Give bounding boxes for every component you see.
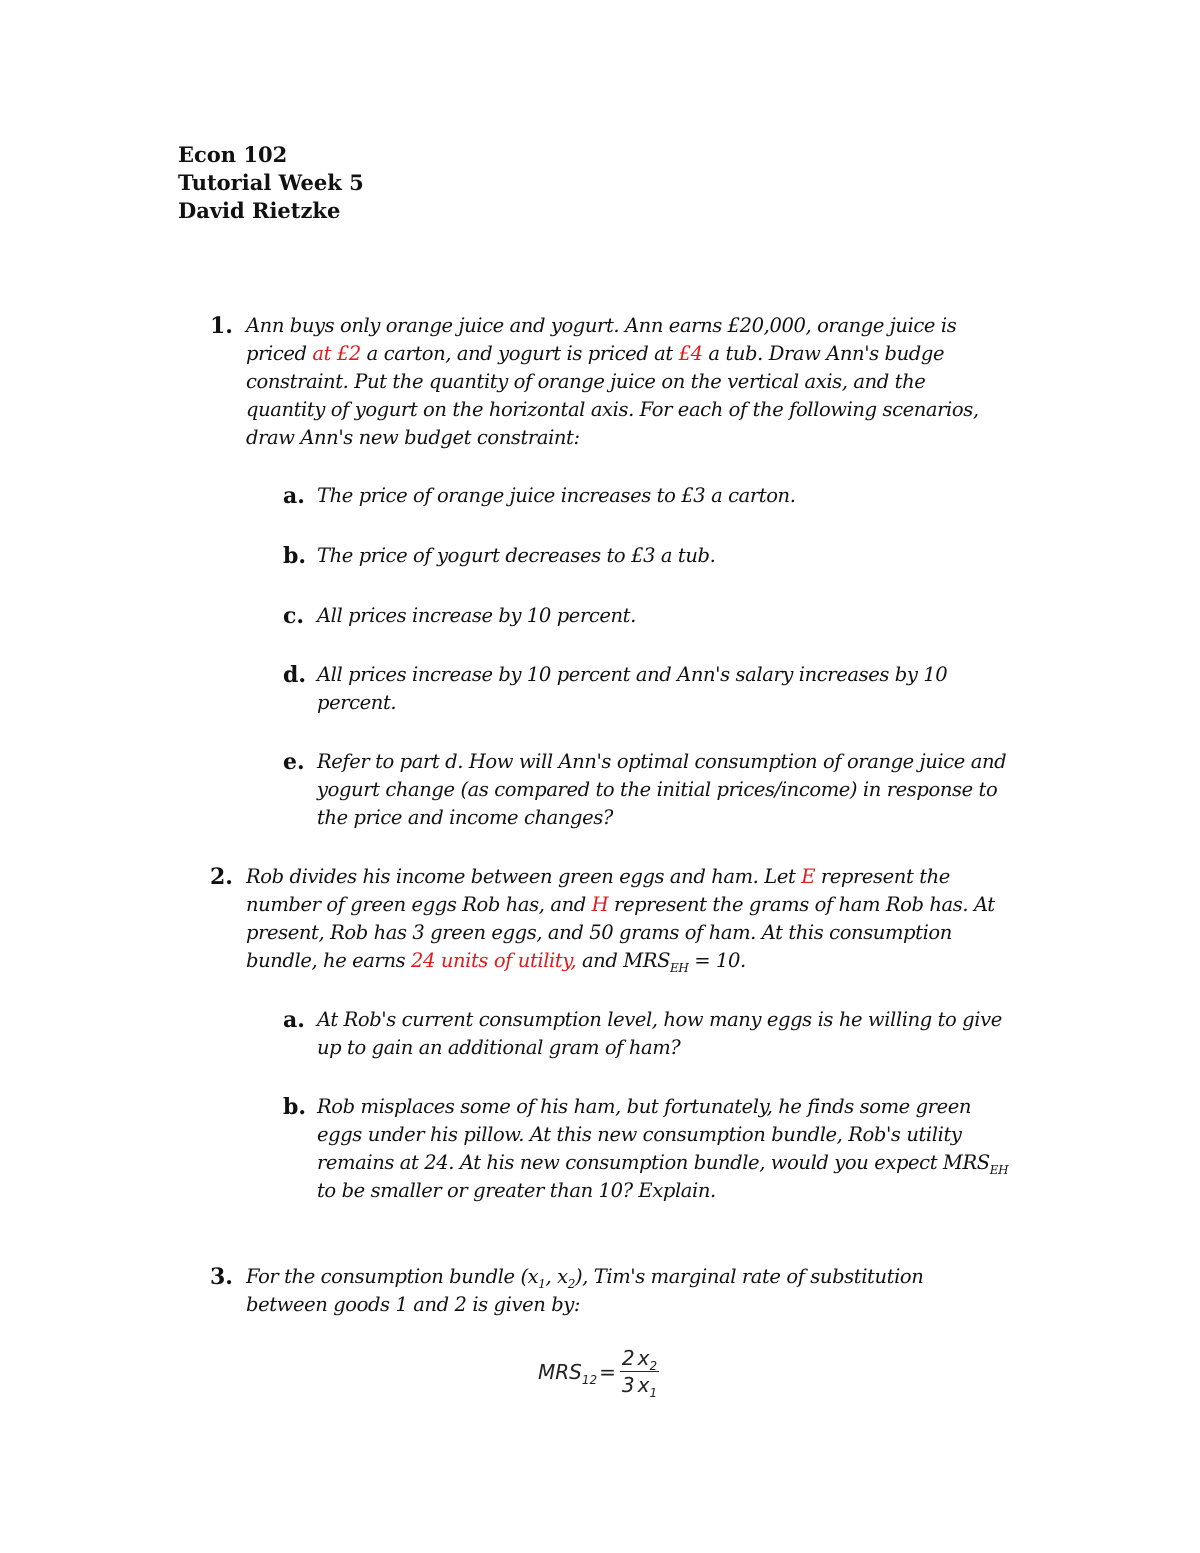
- part-text: The price of orange juice increases to £3 a carton.: [317, 484, 796, 507]
- question-number: 3.: [210, 1264, 233, 1290]
- text-line: bundle, he earns 24 units of utility, and $MRS_{EH} = 10$.: [246, 949, 746, 975]
- part-label: a.: [283, 483, 305, 509]
- document-header: [178, 141, 364, 225]
- text-line: constraint. Put the quantity of orange juice on the vertical axis, and the: [246, 370, 926, 393]
- part-text: All prices increase by 10 percent.: [317, 604, 636, 627]
- author-name: David Rietzke: [178, 198, 341, 223]
- highlight-variable-h: H: [591, 893, 609, 916]
- highlight-utility: 24 units of utility,: [411, 949, 577, 972]
- part-label: e.: [283, 749, 305, 775]
- text-line: Ann buys only orange juice and yogurt. Ann earns £20,000, orange juice is: [246, 314, 957, 337]
- part-text: At Rob's current consumption level, how many eggs is he willing to give up to gain an additional gram of ham?: [317, 1008, 1002, 1059]
- question-3: [210, 1263, 1030, 1319]
- text-line: present, Rob has 3 green eggs, and 50 grams of ham. At this consumption: [246, 921, 952, 944]
- question-1-part-a: [283, 482, 1043, 510]
- course-title: Econ 102: [178, 142, 288, 167]
- text-line: priced at £2 a carton, and yogurt is priced at £4 a tub. Draw Ann's budge: [246, 342, 945, 365]
- part-text: Refer to part d. How will Ann's optimal consumption of orange juice and yogurt change (as compared to the initial prices/income) in response to the price and income changes?: [317, 750, 1007, 829]
- question-number: 2.: [210, 864, 233, 890]
- part-text: The price of yogurt decreases to £3 a tub.: [317, 544, 716, 567]
- text-line: number of green eggs Rob has, and H represent the grams of ham Rob has. At: [246, 893, 995, 916]
- part-label: b.: [283, 1094, 307, 1120]
- highlight-variable-e: E: [801, 865, 816, 888]
- text-line: Rob divides his income between green eggs and ham. Let E represent the: [246, 865, 950, 888]
- question-1-part-b: [283, 542, 1043, 570]
- question-1-part-c: [283, 602, 1043, 630]
- formula-equals: =: [599, 1359, 616, 1384]
- text-line: For the consumption bundle ($x_1$, $x_2$), Tim's marginal rate of substitution: [246, 1265, 924, 1291]
- question-1-part-d: [283, 661, 1043, 717]
- part-text: All prices increase by 10 percent and Ann's salary increases by 10 percent.: [317, 663, 948, 714]
- tutorial-title: Tutorial Week 5: [178, 170, 364, 195]
- part-label: c.: [283, 603, 305, 629]
- question-1-part-e: [283, 748, 1043, 832]
- text-line: draw Ann's new budget constraint:: [246, 426, 580, 449]
- formula-lhs: $MRS_{12}$: [538, 1359, 598, 1387]
- formula-denominator: 3 $x_1$: [621, 1373, 658, 1400]
- text-line: between goods 1 and 2 is given by:: [246, 1293, 581, 1316]
- part-text: Rob misplaces some of his ham, but fortunately, he finds some green eggs under his pillow. At this new consumption bundle, Rob's utility remains at 24. At his new consumption bundle, would you expect $MRS_{EH}$ to be smaller or greater than 10? Explain.: [317, 1095, 1009, 1202]
- question-text: [246, 863, 1030, 975]
- question-2: [210, 863, 1030, 975]
- question-1: [210, 312, 1030, 452]
- part-label: a.: [283, 1007, 305, 1033]
- highlight-price-yogurt: £4: [678, 342, 703, 365]
- question-2-part-a: [283, 1006, 1043, 1062]
- mrs-formula: [538, 1345, 659, 1398]
- part-label: b.: [283, 543, 307, 569]
- question-text: [246, 1263, 1030, 1319]
- part-label: d.: [283, 662, 307, 688]
- text-line: quantity of yogurt on the horizontal axis. For each of the following scenarios,: [246, 398, 979, 421]
- question-2-part-b: [283, 1093, 1043, 1205]
- question-text: [246, 312, 1030, 452]
- highlight-price-oj: at £2: [312, 342, 361, 365]
- question-number: 1.: [210, 313, 233, 339]
- formula-fraction: [620, 1345, 659, 1398]
- formula-numerator: 2 $x_2$: [621, 1346, 658, 1373]
